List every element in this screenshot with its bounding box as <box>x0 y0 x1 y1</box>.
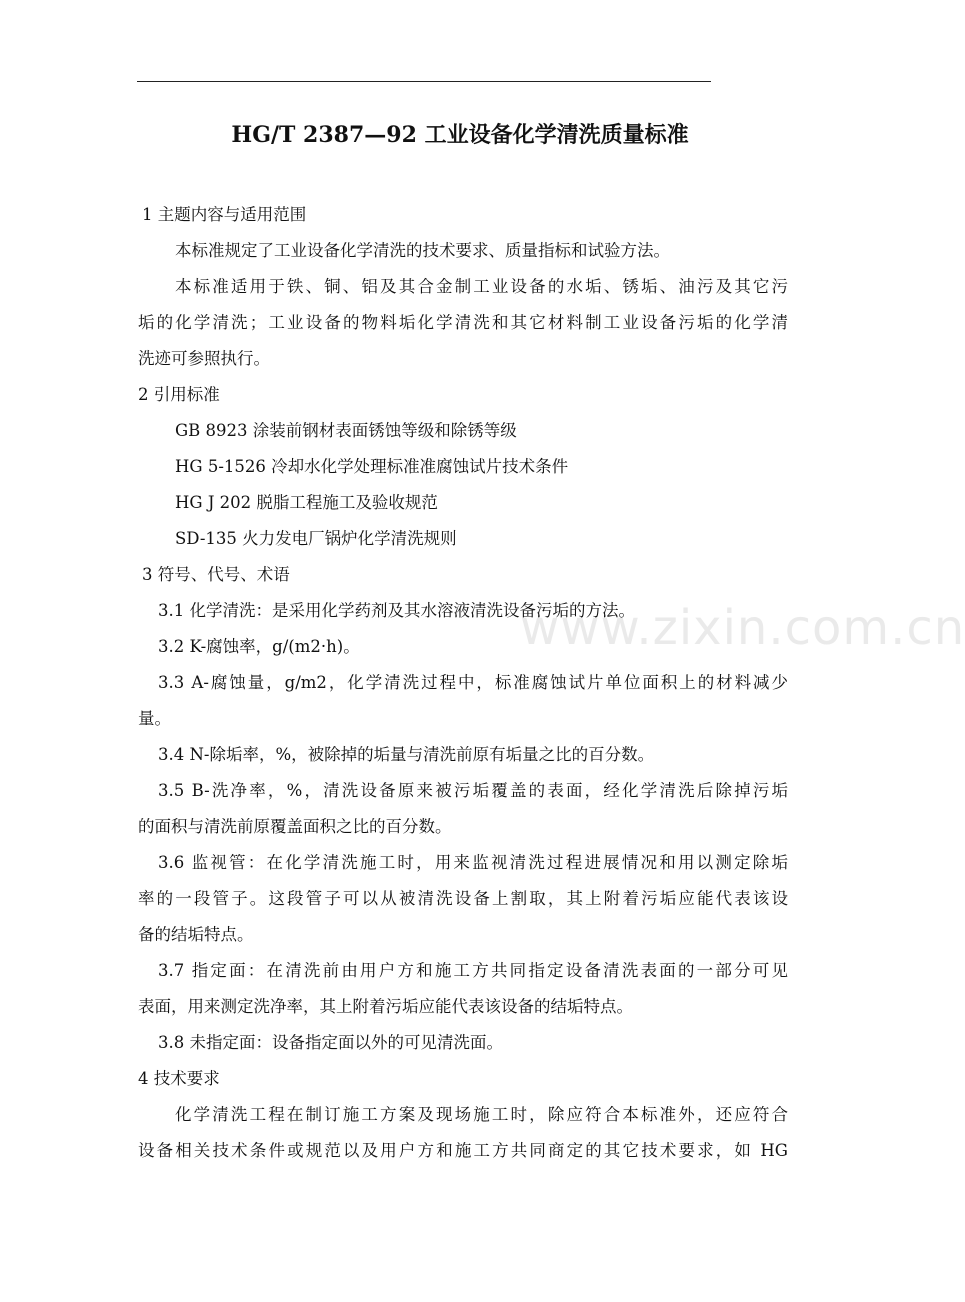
definition-line: 3.5 B-洗净率，%，清洗设备原来被污垢覆盖的表面，经化学清洗后除掉污垢 <box>158 781 788 800</box>
definition-line: 3.2 K-腐蚀率，g/(m2·h)。 <box>158 637 360 656</box>
definition-line: 3.1 化学清洗：是采用化学药剂及其水溶液清洗设备污垢的方法。 <box>158 601 635 620</box>
paragraph-line: 本标准适用于铁、铜、铝及其合金制工业设备的水垢、锈垢、油污及其它污 <box>175 277 788 296</box>
reference-item: SD-135 火力发电厂锅炉化学清洗规则 <box>175 529 457 548</box>
section-heading: 2 引用标准 <box>138 385 220 404</box>
paragraph-line: 化学清洗工程在制订施工方案及现场施工时，除应符合本标准外，还应符合 <box>175 1105 788 1124</box>
paragraph-line: 垢的化学清洗；工业设备的物料垢化学清洗和其它材料制工业设备污垢的化学清 <box>138 313 788 332</box>
reference-item: GB 8923 涂装前钢材表面锈蚀等级和除锈等级 <box>175 421 517 440</box>
document-title: HG/T 2387—92 工业设备化学清洗质量标准 <box>231 122 689 148</box>
reference-item: HG 5-1526 冷却水化学处理标准准腐蚀试片技术条件 <box>175 457 569 476</box>
paragraph-line: 设备相关技术条件或规范以及用户方和施工方共同商定的其它技术要求，如 HG <box>138 1141 788 1160</box>
paragraph-line: 洗迹可参照执行。 <box>138 349 270 368</box>
definition-line: 3.3 A-腐蚀量，g/m2，化学清洗过程中，标准腐蚀试片单位面积上的材料减少 <box>158 673 788 692</box>
definition-line: 率的一段管子。这段管子可以从被清洗设备上割取，其上附着污垢应能代表该设 <box>138 889 788 908</box>
section-heading: 4 技术要求 <box>138 1069 220 1088</box>
document-body <box>138 197 788 1169</box>
definition-line: 的面积与清洗前原覆盖面积之比的百分数。 <box>138 817 452 836</box>
definition-line: 3.4 N-除垢率，%，被除掉的垢量与清洗前原有垢量之比的百分数。 <box>158 745 655 764</box>
reference-item: HG J 202 脱脂工程施工及验收规范 <box>175 493 438 512</box>
header-rule <box>137 81 711 82</box>
definition-line: 3.7 指定面：在清洗前由用户方和施工方共同指定设备清洗表面的一部分可见 <box>158 961 788 980</box>
definition-line: 量。 <box>138 709 171 728</box>
section-heading: 3 符号、代号、术语 <box>142 565 290 584</box>
definition-line: 表面，用来测定洗净率，其上附着污垢应能代表该设备的结垢特点。 <box>138 997 633 1016</box>
section-heading: 1 主题内容与适用范围 <box>142 205 307 224</box>
definition-line: 备的结垢特点。 <box>138 925 254 944</box>
definition-line: 3.8 未指定面：设备指定面以外的可见清洗面。 <box>158 1033 503 1052</box>
watermark: www.zixin.com.cn <box>520 600 965 656</box>
definition-line: 3.6 监视管：在化学清洗施工时，用来监视清洗过程进展情况和用以测定除垢 <box>158 853 788 872</box>
paragraph-line: 本标准规定了工业设备化学清洗的技术要求、质量指标和试验方法。 <box>175 241 670 260</box>
